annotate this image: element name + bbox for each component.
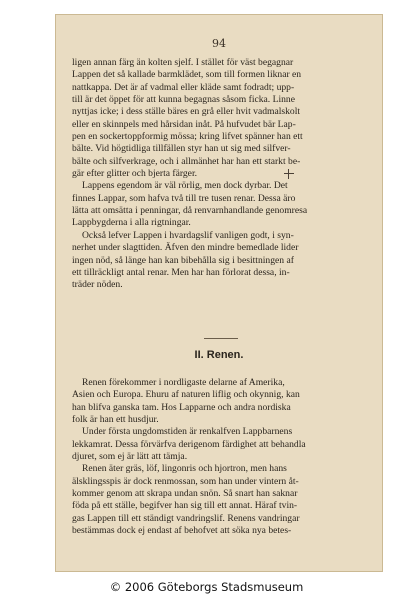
text-line: föda på ett ställe, begifver han sig till ett annat. Häraf tvin- <box>72 500 298 512</box>
paragraph <box>72 57 368 180</box>
text-block-top <box>72 57 368 292</box>
text-line: eller en skinnpels med hårsidan inåt. På hufvudet bär Lap- <box>72 118 296 130</box>
paragraph <box>72 426 368 463</box>
text-line: nyttjas icke; i dess ställe bäres en grå eller hvit vadmalskolt <box>72 106 301 118</box>
text-line: Lappbygderna i alla rigtningar. <box>72 217 191 229</box>
text-line: gas Lappen till ett ständigt vandringslif. Renens vandringar <box>72 512 300 524</box>
copyright-caption: © 2006 Göteborgs Stadsmuseum <box>109 580 304 594</box>
text-line: kommer genom att skrapa undan snön. Så snart han saknar <box>72 488 298 500</box>
text-line: till är det öppet för att kunna begagnas såsom ficka. Linne <box>72 94 295 106</box>
text-line: lätta att omsätta i penningar, då renvarnhandlande genomresa <box>72 205 308 217</box>
paragraph <box>72 230 368 292</box>
text-line: Lappens egendom är väl rörlig, men dock dyrbar. Det <box>82 180 288 192</box>
text-line: folk är han ett husdjur. <box>72 414 159 426</box>
text-line: lekkamrat. Dessa förvärfva derigenom färdighet att behandla <box>72 438 306 450</box>
text-line: han blifva ganska tam. Hos Lapparne och andra nordiska <box>72 401 291 413</box>
page-number: 94 <box>212 37 226 50</box>
text-line: djuret, som ej är lätt att tämja. <box>72 451 188 463</box>
text-line: Också lefver Lappen i hvardagslif vanligen godt, i syn- <box>82 229 294 241</box>
text-line: gär efter glitter och bjerta färger. <box>72 168 198 180</box>
paragraph <box>72 180 368 229</box>
text-line: träder nöden. <box>72 279 123 291</box>
text-line: nerhet under slagttiden. Äfven den mindre bemedlade lider <box>72 242 299 254</box>
text-line: Under första ungdomstiden är renkalfven Lappbarnens <box>82 426 293 438</box>
text-line: Lappen det så kallade barmklädet, som till formen liknar en <box>72 69 302 81</box>
text-line: Renen förekommer i nordligaste delarne af Amerika, <box>82 377 285 388</box>
text-block-bottom <box>72 377 368 537</box>
text-line: bestämmas dock ej endast af behofvet att söka nya betes- <box>72 525 292 537</box>
text-line: ingen nöd, så länge han kan bibehålla sig i besittningen af <box>72 254 294 266</box>
chapter-heading: II. Renen. <box>194 349 244 361</box>
text-line: ett tillräckligt antal renar. Men har han förlorat dessa, in- <box>72 266 290 278</box>
text-line: älsklingsspis är dock renmossan, som han under vintern åt- <box>72 475 299 487</box>
pencil-cross-mark-icon <box>284 169 294 179</box>
text-line: bälte och silfverkrage, och i allmänhet har han ett starkt be- <box>72 155 301 167</box>
book-page <box>55 14 383 572</box>
text-line: Asien och Europa. Ehuru af naturen liflig och okynnig, kan <box>72 389 300 401</box>
paragraph <box>72 377 368 426</box>
section-divider <box>204 338 238 339</box>
text-line: pen en sockertoppformig mössa; kring lifvet spänner han ett <box>72 131 303 143</box>
text-line: nattkappa. Det är af vadmal eller kläde samt fodradt; upp- <box>72 81 295 93</box>
text-line: finnes Lappar, som hafva två till tre tusen renar. Dessa äro <box>72 192 296 204</box>
text-line: bälte. Vid högtidliga tillfällen styr han ut sig med silfver- <box>72 143 291 155</box>
text-line: ligen annan färg än kolten sjelf. I stället för väst begagnar <box>72 57 294 68</box>
paragraph <box>72 463 368 537</box>
text-line: Renen äter gräs, löf, lingonris och hjortron, men hans <box>82 463 287 475</box>
